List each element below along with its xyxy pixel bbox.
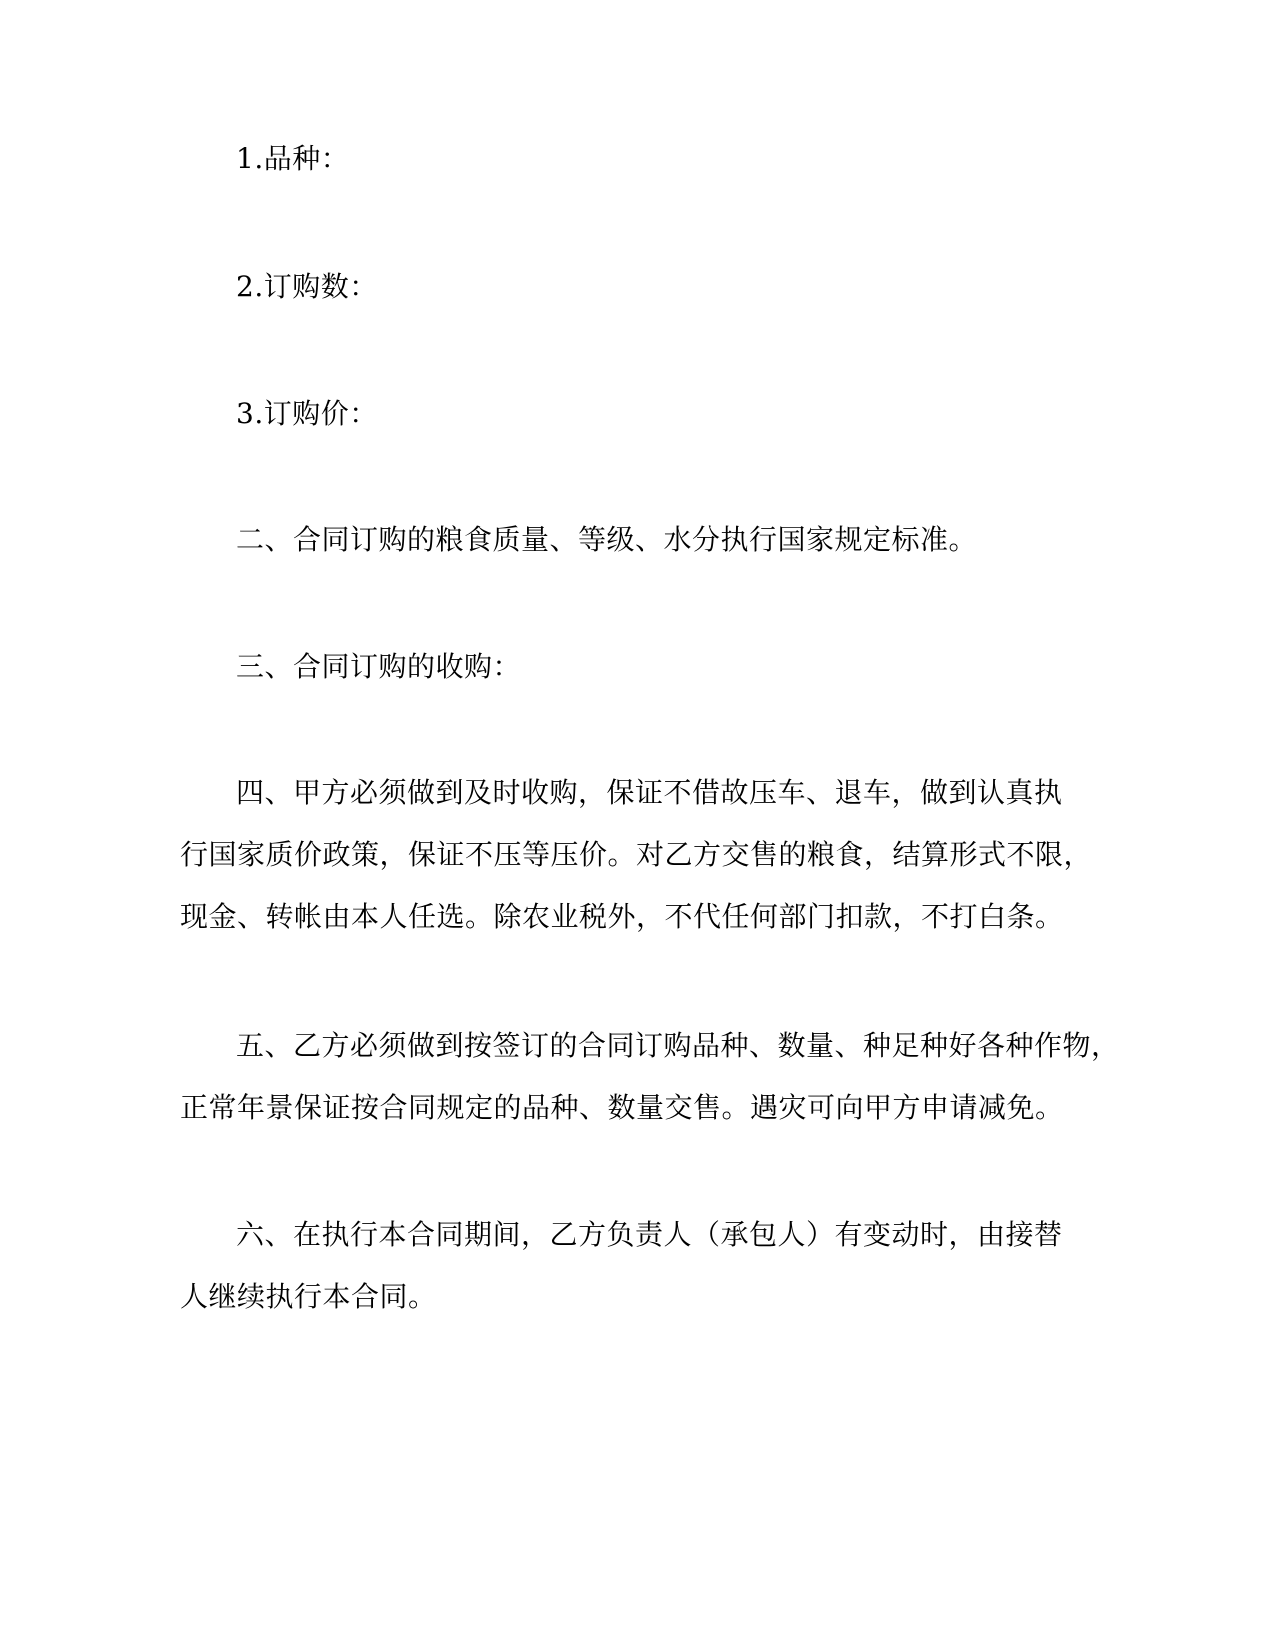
section-six-line-2: 人继续执行本合同。 [180, 1280, 437, 1313]
section-five-line-1: 五、乙方必须做到按签订的合同订购品种、数量、种足种好各种作物， [236, 1029, 1120, 1062]
section-six-line-1: 六、在执行本合同期间，乙方负责人（承包人）有变动时，由接替 [236, 1218, 1063, 1251]
item-variety: 1.品种： [236, 142, 350, 175]
section-six-change [180, 1204, 1080, 1328]
item-order-quantity: 2.订购数： [236, 270, 378, 303]
item-order-price: 3.订购价： [236, 397, 378, 430]
section-two-quality: 二、合同订购的粮食质量、等级、水分执行国家规定标准。 [236, 523, 978, 556]
section-five-line-2: 正常年景保证按合同规定的品种、数量交售。遇灾可向甲方申请减免。 [180, 1091, 1064, 1124]
section-four-line-1: 四、甲方必须做到及时收购，保证不借故压车、退车，做到认真执 [236, 776, 1063, 809]
section-four-party-a [180, 762, 1093, 948]
section-five-party-b [180, 1015, 1120, 1139]
section-three-purchase: 三、合同订购的收购： [236, 650, 522, 683]
section-four-line-2: 行国家质价政策，保证不压等压价。对乙方交售的粮食，结算形式不限， [180, 838, 1093, 871]
section-four-line-3: 现金、转帐由本人任选。除农业税外，不代任何部门扣款，不打白条。 [180, 900, 1064, 933]
